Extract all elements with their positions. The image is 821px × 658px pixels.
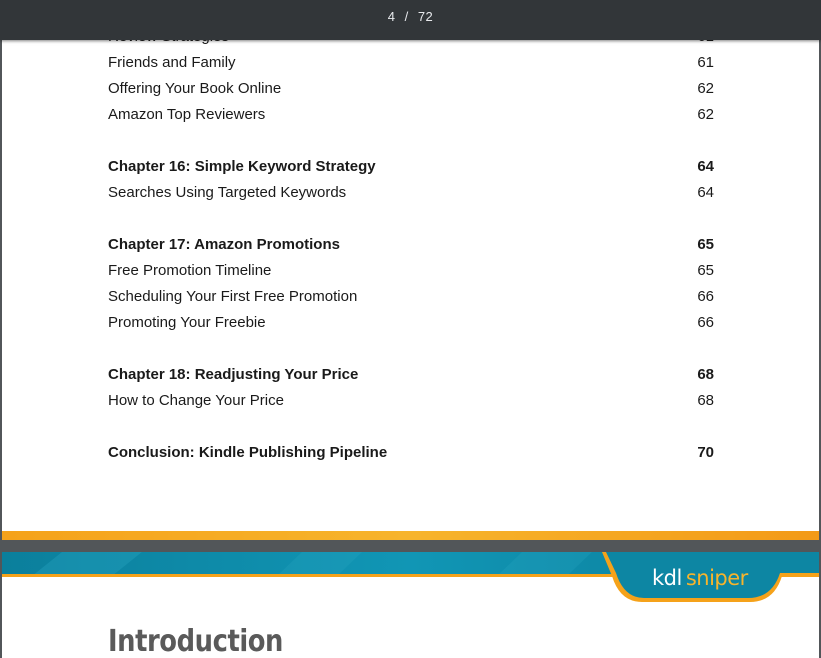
toc-chapter-entry[interactable] [108, 234, 714, 256]
toc-entry[interactable] [108, 52, 714, 74]
toc-entry-page: 62 [697, 106, 714, 123]
toc-entry[interactable] [108, 104, 714, 126]
viewer-toolbar [0, 0, 821, 40]
pdf-page-toc [2, 0, 819, 540]
toc-chapter-entry[interactable] [108, 364, 714, 386]
toc-entry[interactable] [108, 312, 714, 334]
page-heading: Introduction [108, 624, 283, 658]
toc-entry-title: Chapter 16: Simple Keyword Strategy [108, 158, 376, 175]
toc-entry-title: Chapter 17: Amazon Promotions [108, 236, 340, 253]
toc-entry-page: 61 [697, 54, 714, 71]
toc-entry-page: 65 [697, 262, 714, 279]
toc-chapter-entry[interactable] [108, 156, 714, 178]
toc-entry-page: 68 [697, 392, 714, 409]
page-separator: / [404, 9, 409, 24]
toc-entry-page: 66 [697, 288, 714, 305]
toc-entry-page: 62 [697, 80, 714, 97]
toc-entry-page: 64 [697, 184, 714, 201]
toc-entry[interactable] [108, 260, 714, 282]
total-pages: 72 [417, 9, 434, 24]
toc-entry-title: Searches Using Targeted Keywords [108, 184, 347, 201]
pdf-page-introduction [2, 552, 819, 658]
logo-word-kdl: kdl [652, 566, 682, 590]
toc-entry-title: Free Promotion Timeline [108, 262, 272, 279]
toc-entry-title: Conclusion: Kindle Publishing Pipeline [108, 444, 388, 461]
toc-entry-title: Promoting Your Freebie [108, 314, 266, 331]
toc-entry-title: Offering Your Book Online [108, 80, 282, 97]
toc-entry-title: Amazon Top Reviewers [108, 106, 266, 123]
toc-entry[interactable] [108, 286, 714, 308]
current-page-number[interactable]: 4 [387, 9, 396, 24]
toc-entry[interactable] [108, 78, 714, 100]
toc-entry-page: 65 [697, 236, 714, 253]
toc-entry[interactable] [108, 390, 714, 412]
toc-entry-title: Chapter 18: Readjusting Your Price [108, 366, 359, 383]
toc-entry-page: 66 [697, 314, 714, 331]
toc-entry-page: 68 [697, 366, 714, 383]
toc-chapter-entry[interactable] [108, 442, 714, 464]
page-indicator [0, 0, 821, 33]
toc-entry-title: Scheduling Your First Free Promotion [108, 288, 358, 305]
toc-entry-title: How to Change Your Price [108, 392, 284, 409]
kdl-sniper-logo [652, 566, 748, 590]
toc-entry-title: Friends and Family [108, 54, 236, 71]
toc-entry-page: 64 [697, 158, 714, 175]
page-footer-bar [2, 531, 819, 540]
logo-word-sniper: sniper [685, 566, 748, 590]
toc-entry-page: 70 [697, 444, 714, 461]
toc-entry[interactable] [108, 182, 714, 204]
